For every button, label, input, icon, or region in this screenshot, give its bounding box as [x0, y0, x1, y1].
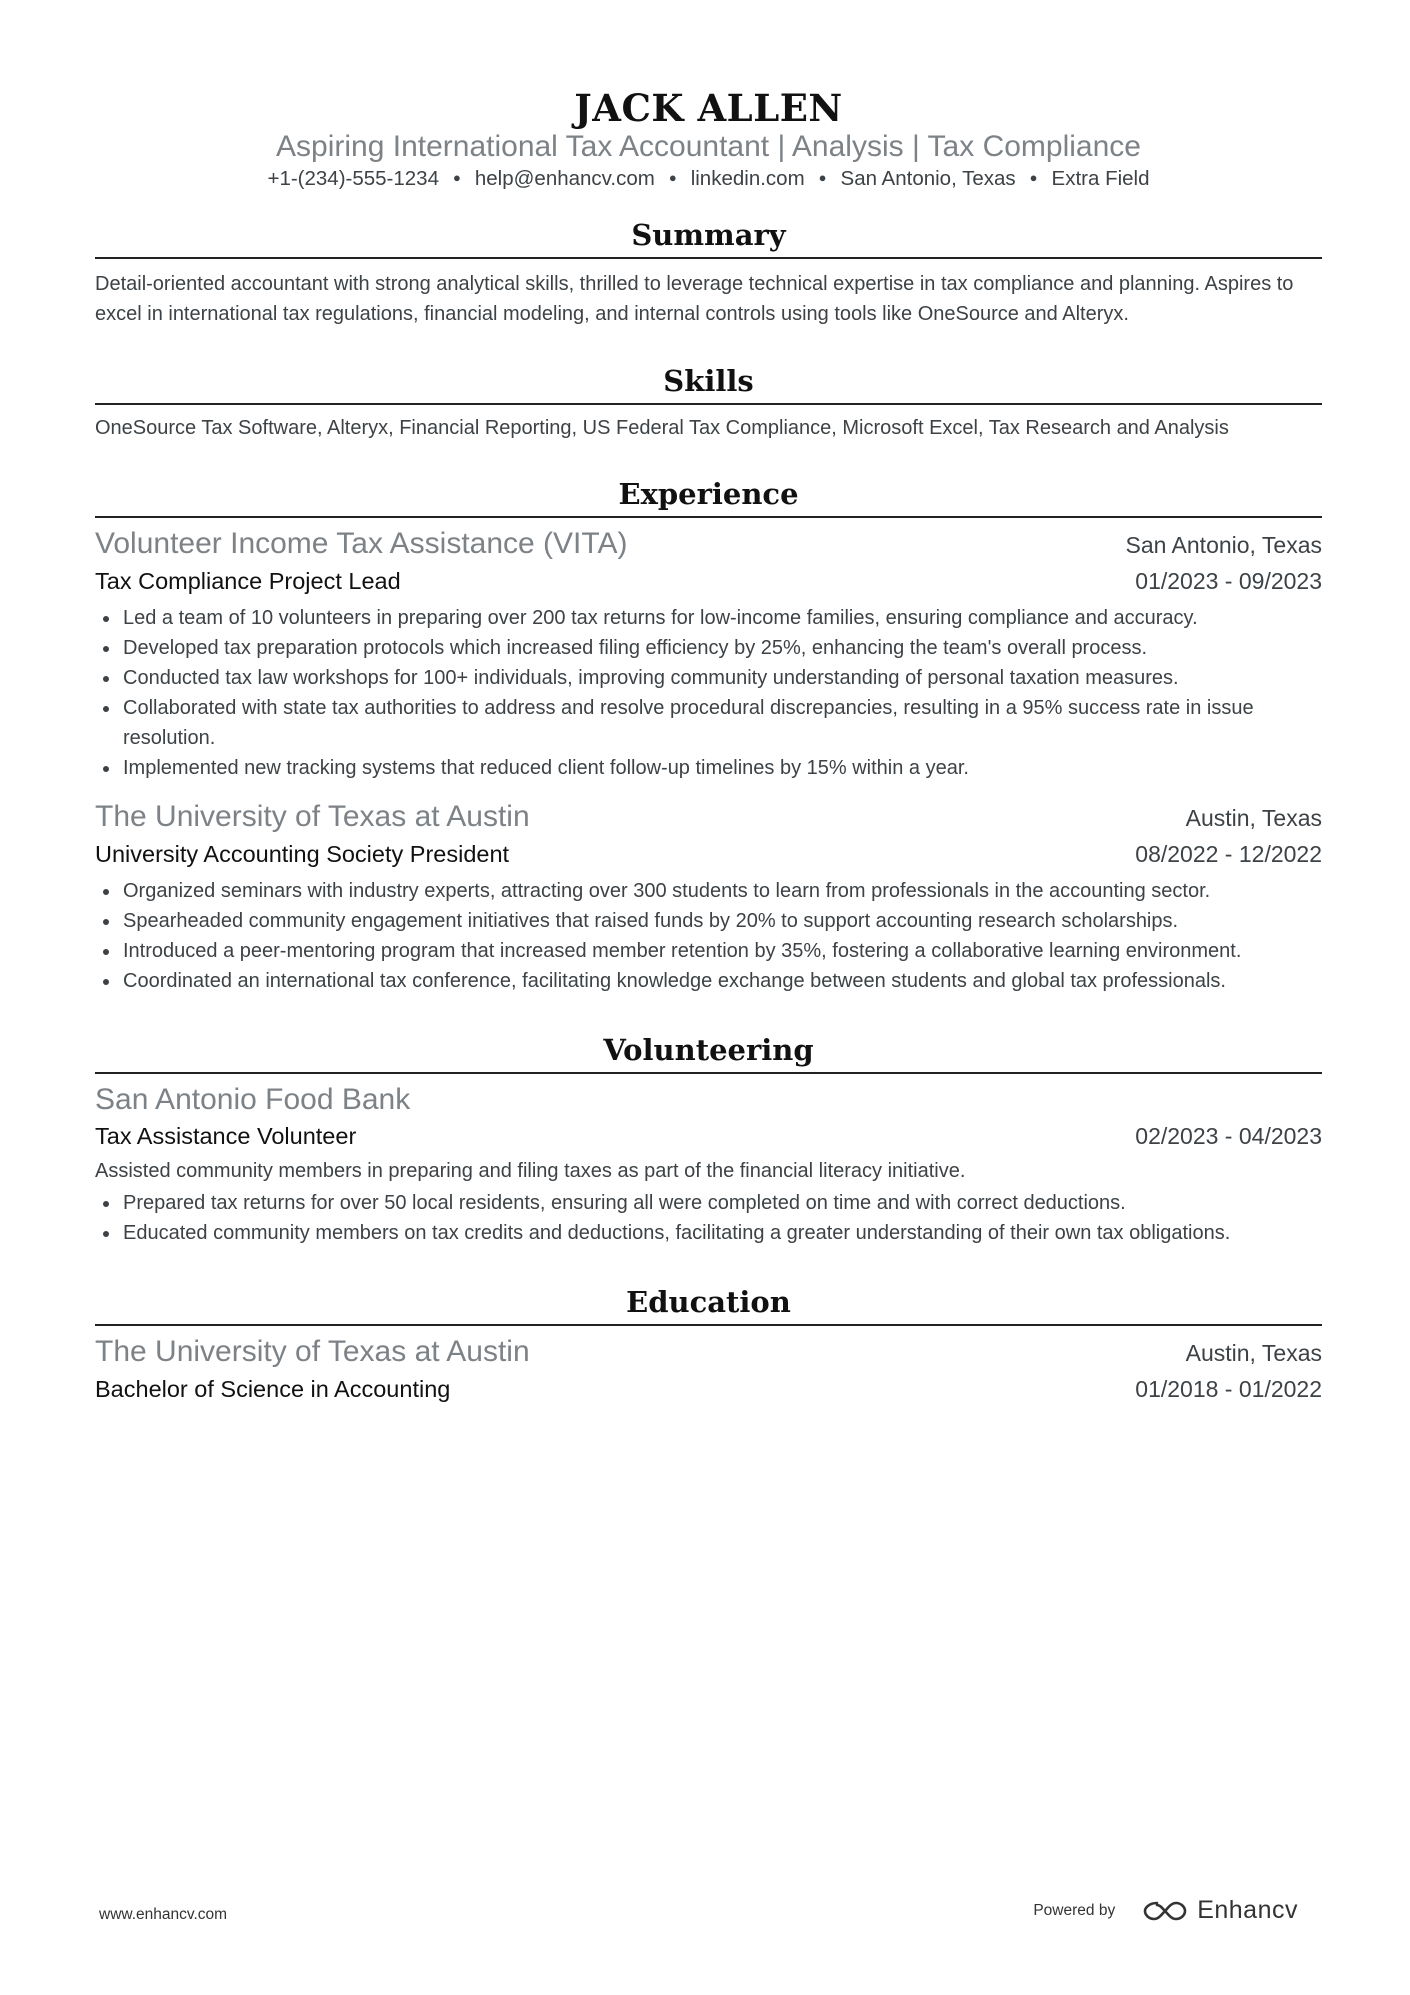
bullet-list — [95, 1188, 1322, 1248]
entry-location: Austin, Texas — [1185, 804, 1322, 831]
entry-location: San Antonio, Texas — [1125, 531, 1322, 558]
bullet-separator-icon: ● — [453, 169, 461, 185]
section-divider — [95, 516, 1322, 518]
bullet-separator-icon: ● — [668, 169, 677, 185]
powered-by-label: Powered by — [1033, 1901, 1116, 1919]
list-item: Developed tax preparation protocols which increased filing efficiency by 25%, enhancing the team's overall process. — [95, 633, 1322, 663]
list-item: Organized seminars with industry experts, attracting over 300 students to learn from professionals in the accounting sector. — [95, 876, 1322, 906]
section-title: Education — [626, 1284, 791, 1319]
footer-website[interactable]: www.enhancv.com — [99, 1906, 228, 1923]
section-divider — [95, 257, 1322, 259]
job-title: University Accounting Society President — [95, 840, 510, 867]
volunteering-section — [95, 1032, 1322, 1248]
summary-text: Detail-oriented accountant with strong analytical skills, thrilled to leverage technical expertise in tax compliance and planning. Aspires to excel in international tax regulations, financial modeling, and internal controls using tools like OneSource and Alteryx. — [95, 272, 1294, 325]
section-title: Experience — [618, 476, 799, 511]
organization-name: Volunteer Income Tax Assistance (VITA) — [95, 526, 628, 560]
experience-entry — [95, 799, 1322, 996]
contact-linkedin[interactable]: linkedin.com — [690, 167, 805, 190]
enhancv-logo-icon — [1141, 1899, 1189, 1923]
summary-section — [95, 217, 1322, 329]
volunteer-description: Assisted community members in preparing and filing taxes as part of the financial literacy initiative. — [95, 1159, 966, 1182]
brand-name: Enhancv — [1197, 1896, 1298, 1924]
education-section — [95, 1284, 1322, 1407]
section-title: Skills — [663, 363, 754, 398]
school-name: The University of Texas at Austin — [95, 1334, 530, 1368]
list-item: Coordinated an international tax conference, facilitating knowledge exchange between students and global tax professionals. — [95, 966, 1322, 996]
job-title: Tax Compliance Project Lead — [95, 567, 401, 594]
candidate-name: JACK ALLEN — [574, 86, 843, 130]
entry-dates: 01/2023 - 09/2023 — [1135, 567, 1322, 594]
contact-location: San Antonio, Texas — [840, 167, 1016, 190]
skills-text: OneSource Tax Software, Alteryx, Financial Reporting, US Federal Tax Compliance, Microsoft Excel, Tax Research and Analysis — [95, 416, 1229, 439]
footer-branding[interactable] — [1033, 1896, 1298, 1925]
entry-dates: 08/2022 - 12/2022 — [1135, 840, 1322, 867]
contact-email[interactable]: help@enhancv.com — [474, 167, 655, 190]
degree: Bachelor of Science in Accounting — [95, 1375, 451, 1402]
bullet-list — [95, 876, 1322, 996]
section-divider — [95, 1072, 1322, 1074]
bullet-list — [95, 603, 1322, 783]
list-item: Introduced a peer-mentoring program that increased member retention by 35%, fostering a collaborative learning environment. — [95, 936, 1322, 966]
volunteer-role: Tax Assistance Volunteer — [95, 1122, 357, 1149]
section-title: Volunteering — [603, 1032, 814, 1067]
contact-line — [95, 166, 1322, 193]
list-item: Implemented new tracking systems that reduced client follow-up timelines by 15% within a year. — [95, 753, 1322, 783]
list-item: Spearheaded community engagement initiatives that raised funds by 20% to support accounting research scholarships. — [95, 906, 1322, 936]
list-item: Collaborated with state tax authorities to address and resolve procedural discrepancies, resulting in a 95% success rate in issue resolution. — [95, 693, 1322, 753]
section-divider — [95, 403, 1322, 405]
list-item: Led a team of 10 volunteers in preparing over 200 tax returns for low-income families, ensuring compliance and accuracy. — [95, 603, 1322, 633]
headline: Aspiring International Tax Accountant | Analysis | Tax Compliance — [276, 130, 1141, 163]
entry-dates: 01/2018 - 01/2022 — [1135, 1375, 1322, 1402]
experience-entry — [95, 526, 1322, 783]
entry-location: Austin, Texas — [1185, 1339, 1322, 1366]
contact-extra: Extra Field — [1051, 167, 1150, 190]
bullet-separator-icon: ● — [818, 169, 827, 185]
list-item: Conducted tax law workshops for 100+ individuals, improving community understanding of personal taxation measures. — [95, 663, 1322, 693]
resume-page — [95, 88, 1322, 1407]
list-item: Prepared tax returns for over 50 local residents, ensuring all were completed on time and with correct deductions. — [95, 1188, 1322, 1218]
organization-name: The University of Texas at Austin — [95, 799, 530, 833]
bullet-separator-icon: ● — [1029, 169, 1038, 185]
entry-dates: 02/2023 - 04/2023 — [1135, 1122, 1322, 1149]
contact-phone: +1-(234)-555-1234 — [267, 167, 439, 190]
experience-section — [95, 476, 1322, 996]
list-item: Educated community members on tax credits and deductions, facilitating a greater understanding of their own tax obligations. — [95, 1218, 1322, 1248]
organization-name: San Antonio Food Bank — [95, 1082, 411, 1116]
section-title: Summary — [631, 217, 786, 252]
skills-section — [95, 363, 1322, 442]
section-divider — [95, 1324, 1322, 1326]
